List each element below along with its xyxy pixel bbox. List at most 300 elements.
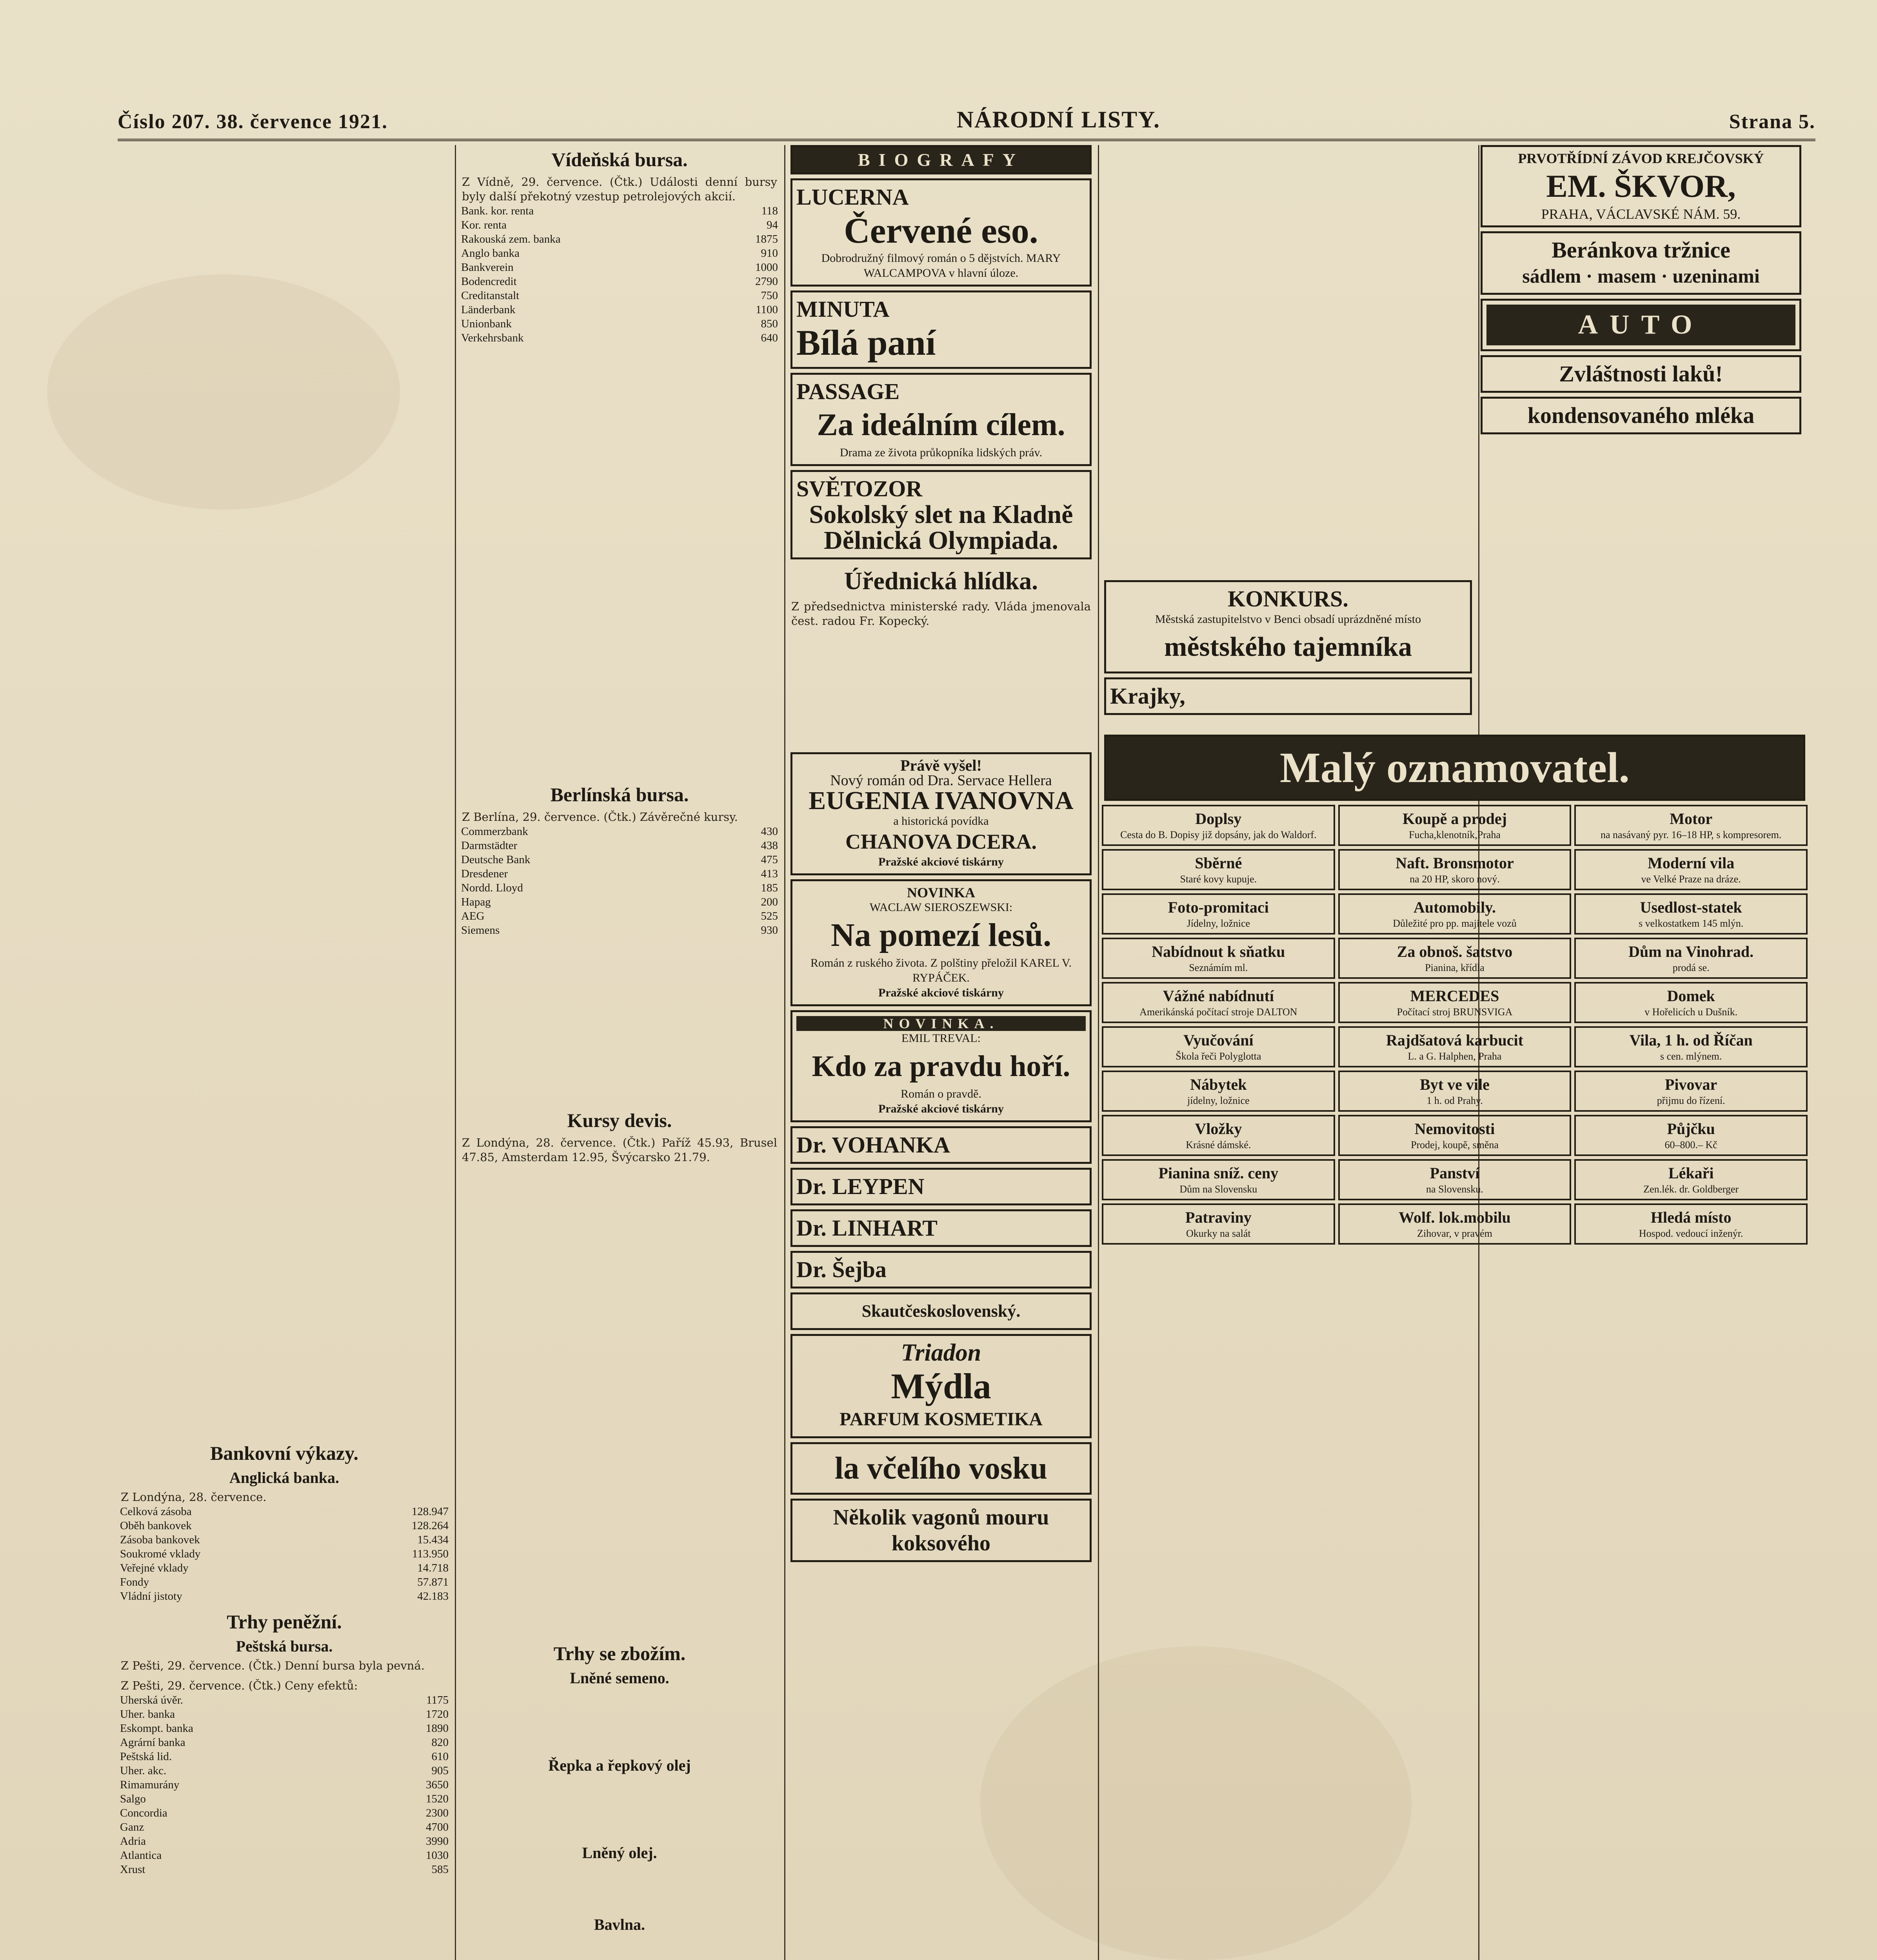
classified-text: Krásné dámské. (1186, 1139, 1251, 1151)
novel-title: EUGENIA IVANOVNA (809, 786, 1074, 815)
column-2 (459, 141, 780, 1960)
novinka-note: Román z ruského života. Z polštiny přeložil KAREL V. RYPÁČEK. (810, 956, 1072, 984)
row-label: Adria (120, 1835, 146, 1847)
row-value: 94 (767, 219, 778, 231)
bank-row (118, 1561, 451, 1575)
row-label: Siemens (461, 924, 500, 936)
classified-text: na 20 HP, skoro nový. (1410, 873, 1500, 885)
page-header (118, 98, 1815, 141)
classified-text: v Hořelicích u Dušník. (1644, 1006, 1738, 1018)
novel-kind: a historická povídka (893, 815, 989, 828)
row-label: Eskompt. banka (120, 1722, 193, 1735)
pest-row (118, 1693, 451, 1707)
vienna-text: Z Vídně, 29. července. (Čtk.) Události denní bursy byly další překotný vzestup petrolejových akcií. (462, 175, 777, 203)
row-value: 438 (761, 839, 778, 852)
devis-filler (459, 1165, 780, 1635)
classified-text: L. a G. Halphen, Praha (1408, 1051, 1502, 1062)
classified-text: s cen. mlýnem. (1660, 1051, 1722, 1062)
classified-heading: Lékaři (1668, 1164, 1714, 1182)
classified-ad (1574, 1026, 1808, 1067)
novel-sub: Nový román od Dra. Servace Hellera (830, 772, 1052, 789)
classified-ad (1574, 982, 1808, 1023)
ad-konkurs (1104, 580, 1472, 673)
row-label: Länderbank (461, 303, 516, 316)
row-label: Fondy (120, 1576, 149, 1588)
row-label: Oběh bankovek (120, 1519, 192, 1532)
row-label: Bankverein (461, 261, 514, 274)
row-value: 118 (761, 205, 778, 217)
ad-novel (790, 752, 1092, 875)
section-title-goods: Trhy se zbožím. (553, 1642, 686, 1664)
classified-heading: Dům na Vinohrad. (1628, 943, 1754, 960)
classified-heading: Usedlost-statek (1640, 898, 1742, 916)
lucerna-name: LUCERNA (796, 184, 909, 210)
krejci-name: EM. ŠKVOR, (1546, 168, 1736, 204)
classified-ad (1574, 805, 1808, 846)
row-label: Bodencredit (461, 275, 517, 288)
dr-leypen: Dr. LEYPEN (796, 1174, 925, 1199)
classified-ad (1338, 938, 1572, 979)
classified-text: jídelny, ložnice (1187, 1095, 1250, 1106)
row-value: 640 (761, 332, 778, 344)
classified-ad (1338, 805, 1572, 846)
row-label: Soukromé vklady (120, 1548, 201, 1560)
bank-row (118, 1504, 451, 1519)
row-label: Rimamurány (120, 1779, 180, 1791)
krajky: Krajky, (1110, 683, 1185, 709)
berlin-text: Z Berlína, 29. července. (Čtk.) Závěrečné kursy. (462, 810, 738, 824)
section-title-money: Trhy peněžní. (227, 1611, 342, 1633)
pest-row (118, 1778, 451, 1792)
column-4-right (1478, 141, 1804, 719)
berankova-goods: sádlem · masem · uzeninami (1522, 265, 1760, 287)
classified-text: s velkostatkem 145 mlýn. (1639, 918, 1744, 929)
svetozor-name: SVĚTOZOR (796, 476, 923, 501)
vienna-row (459, 303, 780, 317)
ad-novinka-2 (790, 1010, 1092, 1122)
row-label: Uher. akc. (120, 1764, 167, 1777)
row-value: 820 (431, 1736, 449, 1749)
classified-text: Cesta do B. Dopisy již dopsány, jak do Waldorf. (1120, 829, 1317, 840)
vagon: Několik vagonů mouru koksového (833, 1505, 1049, 1555)
vienna-row (459, 317, 780, 331)
row-value: 1875 (755, 233, 778, 245)
classified-heading: Pivovar (1665, 1076, 1717, 1093)
berlin-table-filler (459, 937, 780, 1102)
ad-lucerna (790, 178, 1092, 287)
maly-banner: Malý oznamovatel. (1104, 735, 1805, 801)
pest-text: Z Pešti, 29. července. (Čtk.) Denní bursa byla pevná. (121, 1659, 425, 1672)
devis-text: Z Londýna, 28. července. (Čtk.) Paříž 45.93, Brusel 47.85, Amsterdam 12.95, Švýcarsko 21.79. (462, 1136, 777, 1164)
novinka2-publisher: Pražské akciové tiskárny (878, 1102, 1004, 1115)
classified-text: Zihovar, v pravém (1417, 1228, 1492, 1239)
classifieds-grid (1102, 805, 1808, 1245)
row-value: 610 (431, 1750, 449, 1763)
bank-date: Z Londýna, 28. července. (121, 1490, 267, 1504)
classified-ad (1574, 1203, 1808, 1245)
goods-sub-cotton: Bavlna. (594, 1916, 645, 1933)
row-label: Kor. renta (461, 219, 507, 231)
pest-row (118, 1721, 451, 1735)
vienna-row (459, 289, 780, 303)
row-value: 1720 (426, 1708, 449, 1720)
dr-linhart: Dr. LINHART (796, 1215, 938, 1241)
vienna-table (459, 204, 780, 345)
goods-sub-rapeseed: Řepka a řepkový olej (548, 1757, 691, 1774)
passage-note: Drama ze života průkopníka lidských práv. (839, 446, 1043, 459)
row-value: 1030 (426, 1849, 449, 1862)
classified-ad (1574, 1071, 1808, 1112)
classified-text: na nasávaný pyr. 16–18 HP, s kompresorem. (1600, 829, 1782, 840)
berlin-row (459, 881, 780, 895)
berlin-table (459, 824, 780, 937)
classified-ad (1102, 805, 1335, 846)
section-title-hlidka: Úřednická hlídka. (844, 567, 1038, 595)
goods-sub-linseed: Lněné semeno. (570, 1669, 669, 1687)
vienna-row (459, 232, 780, 246)
pest-row (118, 1749, 451, 1764)
berankova-title: Beránkova tržnice (1552, 237, 1730, 263)
row-value: 585 (431, 1863, 449, 1876)
auto-title: AUTO (1486, 305, 1795, 345)
berlin-row (459, 909, 780, 923)
row-value: 200 (761, 896, 778, 908)
classified-heading: Doplsy (1195, 810, 1242, 828)
classified-heading: Moderní vila (1648, 854, 1735, 872)
ad-dr-vohanka (790, 1126, 1092, 1164)
dr-vohanka: Dr. VOHANKA (796, 1132, 950, 1158)
classified-ad (1102, 1203, 1335, 1245)
ad-vagon (790, 1499, 1092, 1562)
novel-publisher: Pražské akciové tiskárny (878, 855, 1004, 868)
row-label: Agrární banka (120, 1736, 185, 1749)
passage-name: PASSAGE (796, 379, 900, 404)
ad-minuta (790, 290, 1092, 369)
ad-novinka-1 (790, 879, 1092, 1006)
pest-row (118, 1735, 451, 1749)
classified-heading: Byt ve vile (1420, 1076, 1490, 1093)
pest-row (118, 1707, 451, 1721)
row-value: 905 (431, 1764, 449, 1777)
column-rule (784, 145, 785, 1960)
header-center: NÁRODNÍ LISTY. (956, 107, 1161, 132)
row-label: Vládní jistoty (120, 1590, 182, 1602)
classified-heading: Vložky (1195, 1120, 1242, 1138)
row-label: Salgo (120, 1793, 146, 1805)
row-value: 2300 (426, 1807, 449, 1819)
classified-text: Zen.lék. dr. Goldberger (1643, 1183, 1739, 1195)
kondensovane-title: kondensovaného mléka (1527, 403, 1755, 428)
row-label: Zásoba bankovek (120, 1534, 200, 1546)
triadon: Triadon (901, 1339, 981, 1366)
bank-row (118, 1519, 451, 1533)
classified-heading: Pianina sníž. ceny (1158, 1164, 1279, 1182)
novinka2-author: EMIL TREVAL: (901, 1032, 981, 1045)
classified-text: Hospod. vedoucí inženýr. (1639, 1228, 1743, 1239)
classified-ad (1338, 1203, 1572, 1245)
vienna-row (459, 260, 780, 274)
ad-auto (1481, 299, 1801, 351)
pest-row (118, 1820, 451, 1834)
berlin-row (459, 867, 780, 881)
row-label: Commerzbank (461, 825, 528, 838)
vienna-row (459, 274, 780, 289)
row-value: 1100 (756, 303, 778, 316)
row-value: 57.871 (417, 1576, 449, 1588)
classified-heading: Motor (1670, 810, 1713, 828)
ad-berankova (1481, 231, 1801, 295)
bank-row (118, 1547, 451, 1561)
svetozor-title: Sokolský slet na Kladně (809, 500, 1073, 529)
classified-heading: Sběrné (1195, 854, 1242, 872)
konkurs-text: Městská zastupitelstvo v Benci obsadí uprázdněné místo (1155, 613, 1421, 626)
row-value: 525 (761, 910, 778, 922)
bank-table (118, 1504, 451, 1603)
zvlastnost-title: Zvláštnosti laků! (1559, 361, 1723, 387)
classified-heading: Rajdšatová karbucit (1386, 1031, 1523, 1049)
classified-ad (1574, 849, 1808, 890)
row-label: Dresdener (461, 867, 508, 880)
novinka2-label: NOVINKA. (796, 1016, 1086, 1031)
classified-heading: Domek (1667, 987, 1715, 1005)
vcelko: la včelího vosku (834, 1451, 1048, 1486)
vienna-row (459, 331, 780, 345)
row-value: 430 (761, 825, 778, 838)
ad-krajky (1104, 677, 1472, 715)
vienna-table-filler (459, 345, 780, 776)
classified-heading: Nemovitosti (1414, 1120, 1495, 1138)
classified-text: přijmu do řízení. (1657, 1095, 1725, 1106)
row-value: 413 (761, 867, 778, 880)
row-value: 1520 (426, 1793, 449, 1805)
classified-heading: Vila, 1 h. od Říčan (1629, 1031, 1753, 1049)
classified-heading: Patraviny (1185, 1209, 1252, 1226)
classified-ad (1574, 893, 1808, 935)
classified-heading: Půjčku (1667, 1120, 1715, 1138)
row-value: 15.434 (417, 1534, 449, 1546)
pest-row (118, 1862, 451, 1877)
classified-text: Staré kovy kupuje. (1180, 873, 1257, 885)
pest-date: Z Pešti, 29. července. (Čtk.) Ceny efektů: (121, 1679, 358, 1692)
novel-head: Právě vyšel! (900, 757, 982, 774)
header-left: Číslo 207. 38. července 1921. (118, 111, 388, 133)
lucerna-note: Dobrodružný filmový román o 5 dějstvích. MARY WALCAMPOVA v hlavní úloze. (821, 252, 1061, 279)
minuta-title: Bílá paní (796, 323, 936, 363)
novinka-author: WACLAW SIEROSZEWSKI: (869, 901, 1013, 914)
row-value: 2790 (755, 275, 778, 288)
row-value: 128.947 (411, 1505, 449, 1518)
row-value: 14.718 (417, 1562, 449, 1574)
section-sub-bank: Anglická banka. (229, 1469, 340, 1486)
novinka2-title: Kdo za pravdu hoří. (812, 1050, 1070, 1083)
row-label: Anglo banka (461, 247, 520, 260)
pest-row (118, 1834, 451, 1848)
pest-row (118, 1806, 451, 1820)
section-title-vienna: Vídeňská bursa. (551, 149, 688, 171)
ad-triadon (790, 1334, 1092, 1438)
berlin-row (459, 824, 780, 838)
column-3 (788, 141, 1094, 1960)
row-label: Xrust (120, 1863, 145, 1876)
row-label: Uherská úvěr. (120, 1694, 184, 1706)
row-label: Nordd. Lloyd (461, 882, 523, 894)
classified-heading: Automobily. (1413, 898, 1496, 916)
row-label: Uher. banka (120, 1708, 175, 1720)
classified-text: Pianina, křídla (1425, 962, 1485, 973)
classified-ad (1102, 982, 1335, 1023)
row-label: Rakouská zem. banka (461, 233, 561, 245)
classified-ad (1338, 849, 1572, 890)
classified-ad (1102, 893, 1335, 935)
ad-vcelko (790, 1442, 1092, 1495)
row-value: 850 (761, 318, 778, 330)
krejci-addr: PRAHA, VÁCLAVSKÉ NÁM. 59. (1541, 206, 1741, 222)
row-label: Concordia (120, 1807, 167, 1819)
row-value: 910 (761, 247, 778, 260)
classified-text: 1 h. od Prahy. (1426, 1095, 1483, 1106)
row-value: 1000 (755, 261, 778, 274)
berlin-row (459, 895, 780, 909)
novinka-label: NOVINKA (907, 885, 975, 900)
skaut: Skautčeskoslovenský. (861, 1301, 1021, 1321)
dr-sejba: Dr. Šejba (796, 1257, 887, 1282)
classified-ad (1574, 1115, 1808, 1156)
classified-heading: Panství (1430, 1164, 1480, 1182)
classified-heading: MERCEDES (1410, 987, 1499, 1005)
row-value: 128.264 (411, 1519, 449, 1532)
column-rule (455, 145, 456, 1960)
classified-heading: Za obnoš. šatstvo (1397, 943, 1513, 960)
row-label: Veřejné vklady (120, 1562, 189, 1574)
classified-text: Fucha,klenotník,Praha (1409, 829, 1501, 840)
pest-row (118, 1764, 451, 1778)
classified-ad (1102, 1159, 1335, 1200)
novinka-title: Na pomezí lesů. (830, 917, 1052, 953)
classified-text: Amerikánská počítací stroje DALTON (1139, 1006, 1297, 1018)
row-value: 750 (761, 289, 778, 302)
classified-ad (1574, 1159, 1808, 1200)
ad-zvlastnost (1481, 355, 1801, 393)
vienna-row (459, 246, 780, 260)
classified-heading: Koupě a prodej (1403, 810, 1507, 828)
classified-text: 60–800.– Kč (1664, 1139, 1717, 1151)
berlin-row (459, 838, 780, 853)
svetozor-sub: Dělnická Olympiada. (824, 526, 1058, 555)
row-value: 3990 (426, 1835, 449, 1847)
classified-ad (1574, 938, 1808, 979)
classified-ad (1102, 849, 1335, 890)
classified-ad (1102, 1115, 1335, 1156)
section-sub-pest: Peštská bursa. (236, 1637, 333, 1655)
row-value: 1175 (426, 1694, 449, 1706)
pest-row (118, 1792, 451, 1806)
pest-row (118, 1848, 451, 1862)
column-4-left (1102, 141, 1474, 719)
section-title-devis: Kursy devis. (567, 1109, 672, 1131)
row-label: Celková zásoba (120, 1505, 192, 1518)
classified-text: prodá se. (1672, 962, 1710, 973)
novinka2-note: Román o pravdě. (901, 1087, 981, 1100)
column-1 (118, 141, 451, 1960)
ad-svetozor (790, 470, 1092, 559)
classified-text: Seznámím ml. (1189, 962, 1248, 973)
row-label: AEG (461, 910, 485, 922)
classified-text: Počítací stroj BRUNSVIGA (1397, 1006, 1513, 1018)
classified-heading: Wolf. lok.mobilu (1399, 1209, 1511, 1226)
classified-heading: Foto-promitaci (1168, 898, 1269, 916)
classified-ad (1338, 1071, 1572, 1112)
hlidka-text: Z předsednictva ministerské rady. Vláda jmenovala čest. radou Fr. Kopecký. (791, 600, 1091, 628)
classified-ad (1338, 893, 1572, 935)
bank-row (118, 1533, 451, 1547)
row-label: Peštská lid. (120, 1750, 172, 1763)
row-label: Ganz (120, 1821, 144, 1833)
classified-text: Škola řeči Polyglotta (1176, 1051, 1261, 1062)
row-value: 113.950 (412, 1548, 449, 1560)
classified-ad (1102, 938, 1335, 979)
row-value: 4700 (426, 1821, 449, 1833)
ad-skaut (790, 1292, 1092, 1330)
section-title-bank: Bankovní výkazy. (210, 1442, 358, 1464)
row-value: 3650 (426, 1779, 449, 1791)
header-right: Strana 5. (1729, 111, 1815, 133)
ad-dr-leypen (790, 1168, 1092, 1205)
classified-heading: Naft. Bronsmotor (1395, 854, 1514, 872)
krejci-title: PRVOTŘÍDNÍ ZÁVOD KREJČOVSKÝ (1518, 151, 1764, 166)
minuta-name: MINUTA (796, 296, 890, 322)
passage-title: Za ideálním cílem. (817, 408, 1065, 442)
konkurs-head: KONKURS. (1228, 586, 1348, 612)
classified-ad (1338, 1115, 1572, 1156)
classified-heading: Hledá místo (1650, 1209, 1732, 1226)
bank-row (118, 1575, 451, 1589)
ad-kondensovane (1481, 397, 1801, 434)
row-value: 930 (761, 924, 778, 936)
ad-dr-sejba (790, 1251, 1092, 1289)
row-value: 475 (761, 853, 778, 866)
berlin-row (459, 853, 780, 867)
vienna-row (459, 204, 780, 218)
row-value: 42.183 (417, 1590, 449, 1602)
classified-text: na Slovensku. (1426, 1183, 1483, 1195)
row-label: Atlantica (120, 1849, 162, 1862)
parfum: PARFUM KOSMETIKA (839, 1409, 1043, 1430)
classified-text: Důležité pro pp. majitele vozů (1393, 918, 1517, 929)
classified-text: Prodej, koupě, směna (1411, 1139, 1499, 1151)
ad-krejci (1481, 145, 1801, 227)
lucerna-title: Červené eso. (844, 211, 1038, 250)
vienna-row (459, 218, 780, 232)
row-value: 185 (761, 882, 778, 894)
classified-ad (1338, 1159, 1572, 1200)
row-value: 1890 (426, 1722, 449, 1735)
classified-ad (1338, 1026, 1572, 1067)
column-rule (1098, 145, 1099, 1960)
section-title-berlin: Berlínská bursa. (550, 784, 689, 806)
row-label: Verkehrsbank (461, 332, 524, 344)
classified-text: Jídelny, ložnice (1187, 918, 1250, 929)
classified-text: Dům na Slovensku (1179, 1183, 1257, 1195)
classified-heading: Vážné nabídnutí (1163, 987, 1274, 1005)
konkurs-title: městského tajemníka (1164, 632, 1412, 662)
classified-heading: Vyučování (1183, 1031, 1254, 1049)
classified-heading: Nabídnout k sňatku (1152, 943, 1285, 960)
novel-title-2: CHANOVA DCERA. (845, 830, 1037, 853)
classified-ad (1338, 982, 1572, 1023)
classified-text: Okurky na salát (1186, 1228, 1251, 1239)
row-label: Darmstädter (461, 839, 518, 852)
classified-text: ve Velké Praze na dráze. (1641, 873, 1741, 885)
